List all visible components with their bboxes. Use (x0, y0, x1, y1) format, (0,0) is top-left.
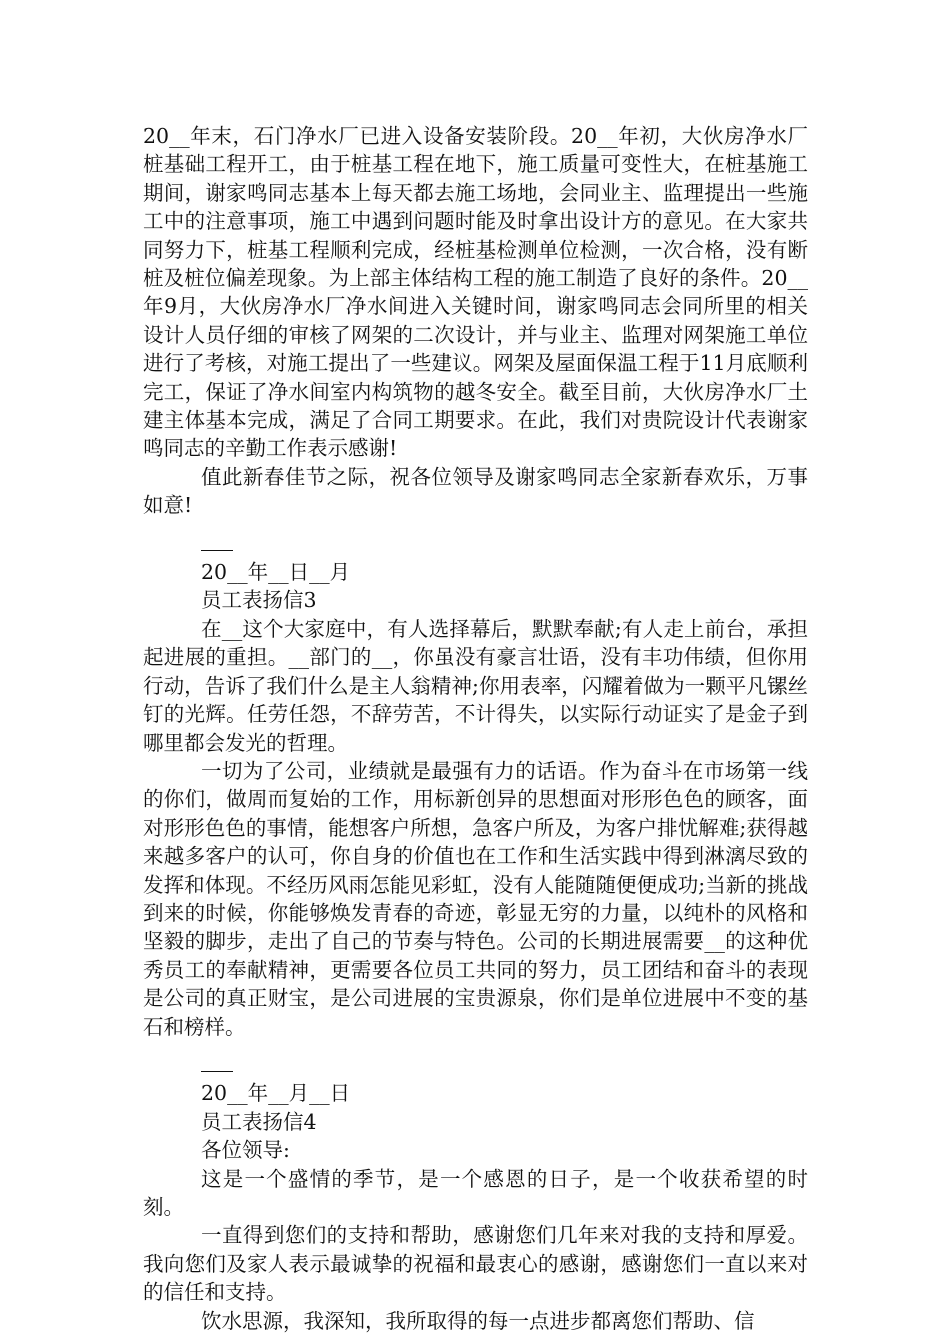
letter-date: 20__年__月__日 (201, 1081, 351, 1106)
paragraph-letter3-intro: 在__这个大家庭中，有人选择幕后，默默奉献;有人走上前台，承担起进展的重担。__部门的__，你虽没有豪言壮语，没有丰功伟绩，但你用行动，告诉了我们什么是主人翁精神;你用表率，闪耀着做为一颗平凡镙丝钉的光辉。任劳任怨，不辞劳苦，不计得失，以实际行动证实了是金子到哪里都会发光的哲理。 (143, 616, 808, 755)
letter-title: 员工表扬信4 (201, 1109, 317, 1134)
letter-date: 20__年__日__月 (201, 560, 351, 585)
signature-blank-line (143, 530, 808, 558)
paragraph-letter3-body: 一切为了公司，业绩就是最强有力的话语。作为奋斗在市场第一线的你们，做周而复始的工作，用标新创异的思想面对形形色色的顾客，面对形形色色的事情，能想客户所想，急客户所及，为客户排忧解难;获得越来越多客户的认可，你自身的价值也在工作和生活实践中得到淋漓尽致的发挥和体现。不经历风雨怎能见彩虹，没有人能随随便便成功;当新的挑战到来的时候，你能够焕发青春的奇迹，彰显无穷的力量，以纯朴的风格和坚毅的脚步，走出了自己的节奏与特色。公司的长期进展需要__的这种优秀员工的奉献精神，更需要各位员工共同的努力，员工团结和奋斗的表现是公司的真正财宝，是公司进展的宝贵源泉，你们是单位进展中不变的基石和榜样。 (143, 758, 808, 1039)
document-page (143, 122, 808, 1335)
paragraph-construction: 20__年末，石门净水厂已进入设备安装阶段。20__年初，大伙房净水厂桩基础工程开工，由于桩基工程在地下，施工质量可变性大，在桩基施工期间，谢家鸣同志基本上每天都去施工场地，会同业主、监理提出一些施工中的注意事项，施工中遇到问题时能及时拿出设计方的意见。在大家共同努力下，桩基工程顺利完成，经桩基检测单位检测，一次合格，没有断桩及桩位偏差现象。为上部主体结构工程的施工制造了良好的条件。20__年9月，大伙房净水厂净水间进入关键时间，谢家鸣同志会同所里的相关设计人员仔细的审核了网架的二次设计，并与业主、监理对网架施工单位进行了考核，对施工提出了一些建议。网架及屋面保温工程于11月底顺利完工，保证了净水间室内构筑物的越冬安全。截至目前，大伙房净水厂土建主体基本完成，满足了合同工期要求。在此，我们对贵院设计代表谢家鸣同志的辛勤工作表示感谢! (143, 124, 808, 461)
paragraph-letter4-thanks: 一直得到您们的支持和帮助，感谢您们几年来对我的支持和厚爱。我向您们及家人表示最诚挚的祝福和最衷心的感谢，感谢您们一直以来对的信任和支持。 (143, 1223, 808, 1305)
paragraph-letter4-season: 这是一个盛情的季节，是一个感恩的日子，是一个收获希望的时刻。 (143, 1166, 808, 1219)
spacer (143, 1041, 808, 1051)
paragraph-new-year-wishes: 值此新春佳节之际，祝各位领导及谢家鸣同志全家新春欢乐，万事如意! (143, 464, 808, 518)
letter-salutation: 各位领导: (201, 1138, 290, 1163)
paragraph-letter4-gratitude: 饮水思源，我深知，我所取得的每一点进步都离您们帮助、信 (201, 1308, 755, 1333)
letter-title: 员工表扬信3 (201, 588, 317, 613)
signature-blank-line (143, 1051, 808, 1079)
spacer (143, 520, 808, 530)
